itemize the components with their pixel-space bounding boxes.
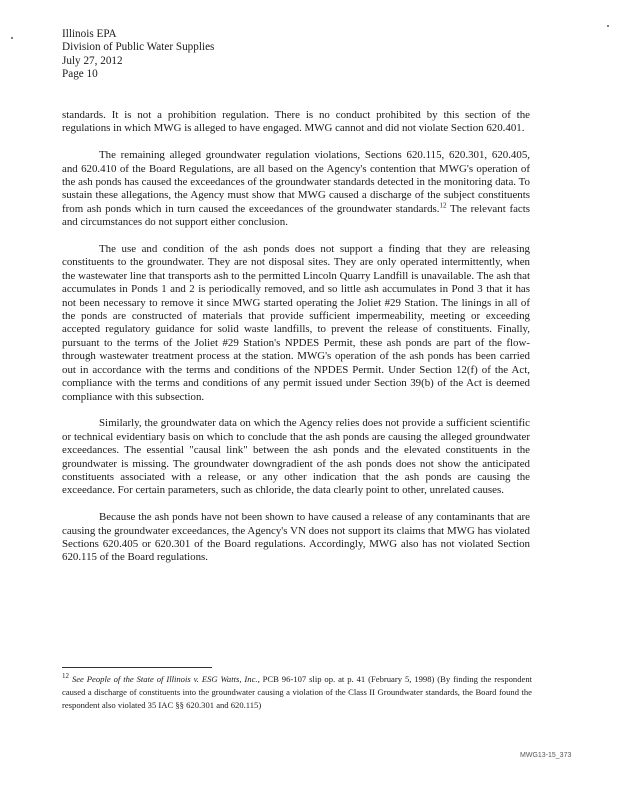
header-date: July 27, 2012 [62,54,123,67]
paragraph-3: The use and condition of the ash ponds does not support a finding that they are releasing constituents to the groundwater. They are not disposal sites. They are only operated intermittently, when the wastewater line that transports ash to the permitted Lincoln Quarry Landfill is unavailable. The ash that accumulates in Ponds 1 and 2 is periodically removed, and so little ash accumulates in Pond 3 that it has not been necessary to remove it since MWG started operating the Joliet #29 Station. The linings in all of the ponds are constructed of materials that provide sufficient impermeability, meeting or exceeding accepted regulatory guidance for solid waste landfills, to prevent the release of constituents. Finally, pursuant to the terms of the Joliet #29 Station's NPDES Permit, these ash ponds are part of the flow-through wastewater treatment process at the station. MWG's operation of the ash ponds has been carried out in accordance with the terms and conditions of the NPDES Permit. Under Section 12(f) of the Act, compliance with the terms and conditions of any permit issued under Section 39(b) of the Act is deemed compliance with this subsection. [62,243,530,403]
paragraph-2 [62,149,530,229]
scan-speck [11,37,13,39]
paragraph-1: standards. It is not a prohibition regulation. There is no conduct prohibited by this section of the regulations in which MWG is alleged to have engaged. MWG cannot and did not violate Section 620.401. [62,109,530,135]
paragraph-2-text: The remaining alleged groundwater regulation violations, Sections 620.115, 620.301, 620.405, and 620.410 of the Board Regulations, are all based on the Agency's contention that MWG's operation of the ash ponds has caused the exceedances of the groundwater standards detected in the monitoring data. To sustain these allegations, the Agency must show that MWG caused a discharge of the subject constituents from ash ponds which in turn caused the exceedances of the groundwater standards. [62,149,530,215]
footnote-divider [62,667,212,668]
paragraph-5: Because the ash ponds have not been shown to have caused a release of any contaminants that are causing the groundwater exceedances, the Agency's VN does not support its claims that MWG has violated Sections 620.405 or 620.301 of the Board regulations. Accordingly, MWG also has not violated Section 620.115 of the Board regulations. [62,511,530,564]
header-agency: Illinois EPA [62,28,117,40]
bates-number: MWG13-15_373 [520,752,572,759]
paragraph-4: Similarly, the groundwater data on which the Agency relies does not provide a sufficient scientific or technical evidentiary basis on which to conclude that the ash ponds are causing the alleged groundwater exceedances. The essential "causal link" between the ash ponds and the elevated constituents in the groundwater is missing. The groundwater downgradient of the ash ponds does not show the anticipated constituents associated with a release, or any other indication that the ash ponds are causing the exceedance. For certain parameters, such as chloride, the data clearly point to other, unrelated causes. [62,417,530,497]
header-division: Division of Public Water Supplies [62,41,215,54]
footnote-reference[interactable]: 12 [439,201,447,210]
letter-body [62,109,530,565]
letter-header [62,28,214,82]
footnote-case-citation: See People of the State of Illinois v. ESG Watts, Inc. [71,674,258,684]
paragraph-2-text-end: The relevant facts and circumstances do not support either conclusion. [62,202,530,229]
footnote-text: , PCB 96-107 slip op. at p. 41 (February 5, 1998) (By finding the respondent caused a discharge of constituents into the groundwater causing a violation of the Class II Groundwater standards, the Board found the respondent also violated 35 IAC §§ 620.301 and 620.115) [62,674,533,710]
footnote-number: 12 [62,672,69,681]
footnote [62,673,532,712]
header-page-number: Page 10 [62,68,98,81]
scan-speck [607,25,609,27]
